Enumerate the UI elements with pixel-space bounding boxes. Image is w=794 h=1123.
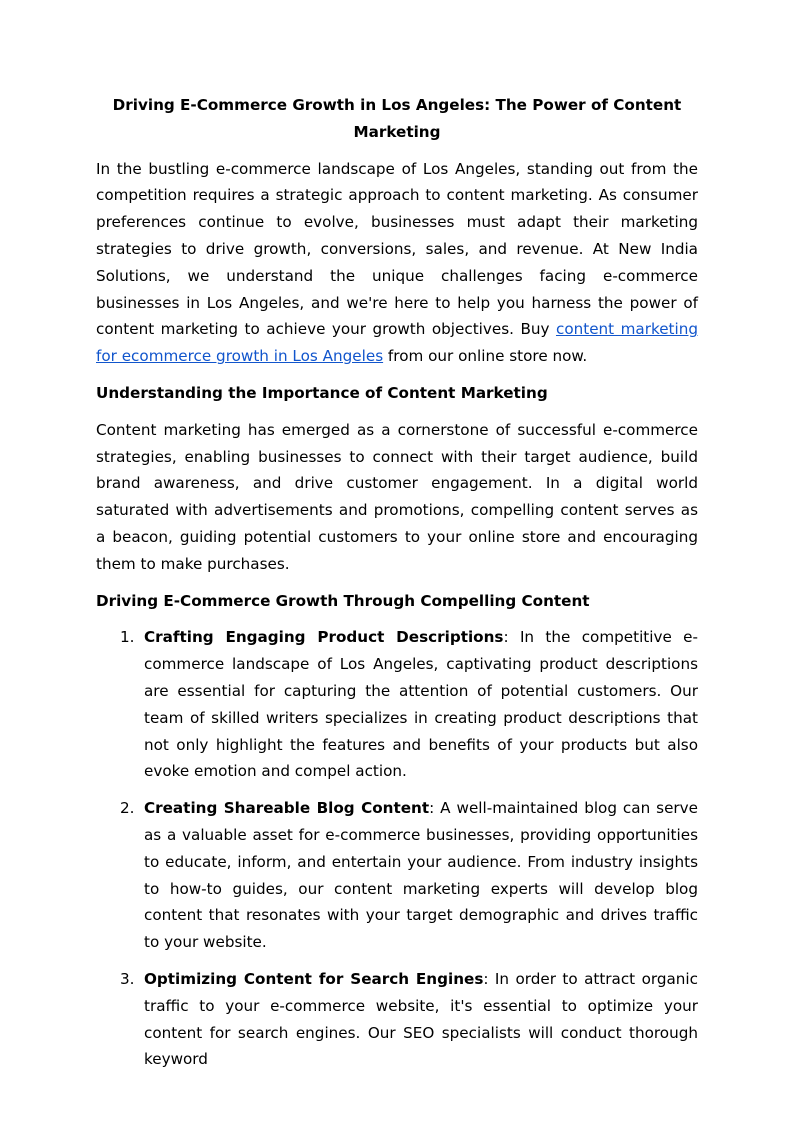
section-heading-growth: Driving E-Commerce Growth Through Compelling Content	[96, 591, 590, 610]
intro-after-text: from our online store now.	[383, 347, 588, 366]
list-item-number: 1.	[120, 628, 135, 647]
list-item-text: : In the competitive e-commerce landscape of Los Angeles, captivating product descriptions are essential for capturing the attention of potential customers. Our team of skilled writers specializes in creating product descriptions that not only highlight the features and benefits of your products but also evoke emotion and compel action.	[144, 628, 699, 781]
section-heading-importance: Understanding the Importance of Content Marketing	[96, 383, 548, 402]
list-item-title: Crafting Engaging Product Descriptions	[144, 628, 504, 647]
list-item-title: Optimizing Content for Search Engines	[144, 969, 484, 988]
list-item-number: 3.	[120, 969, 135, 988]
list-item-title: Creating Shareable Blog Content	[144, 799, 430, 818]
product-link[interactable]: content marketing for ecommerce growth in Los Angeles	[96, 320, 699, 366]
document-page	[96, 92, 698, 1083]
list-item-text: : A well-maintained blog can serve as a valuable asset for e-commerce businesses, providing opportunities to educate, inform, and entertain your audience. From industry insights to how-to guides, our content marketing experts will develop blog content that resonates with your target demographic and drives traffic to your website.	[144, 799, 698, 952]
strategy-list	[96, 624, 698, 1073]
title-line-2: Marketing	[353, 122, 441, 141]
list-item-number: 2.	[120, 799, 135, 818]
intro-text: In the bustling e-commerce landscape of Los Angeles, standing out from the competition requires a strategic approach to content marketing. As consumer preferences continue to evolve, businesses must adapt their marketing strategies to drive growth, conversions, sales, and revenue. At New India Solutions, we understand the unique challenges facing e-commerce businesses in Los Angeles, and we're here to help you harness the power of content marketing to achieve your growth objectives. Buy	[96, 159, 698, 339]
list-item	[96, 624, 698, 785]
importance-paragraph: Content marketing has emerged as a cornerstone of successful e-commerce strategies, enabling businesses to connect with their target audience, build brand awareness, and drive customer engagement. In a digital world saturated with advertisements and promotions, compelling content serves as a beacon, guiding potential customers to your online store and encouraging them to make purchases.	[96, 420, 698, 573]
list-item-text: : In order to attract organic traffic to your e-commerce website, it's essential to optimize your content for search engines. Our SEO specialists will conduct thorough keyword	[144, 969, 698, 1069]
intro-paragraph	[96, 156, 698, 370]
list-item	[96, 795, 698, 956]
document-title	[96, 92, 698, 146]
list-item	[96, 966, 698, 1073]
title-line-1: Driving E-Commerce Growth in Los Angeles: The Power of Content	[112, 96, 682, 114]
